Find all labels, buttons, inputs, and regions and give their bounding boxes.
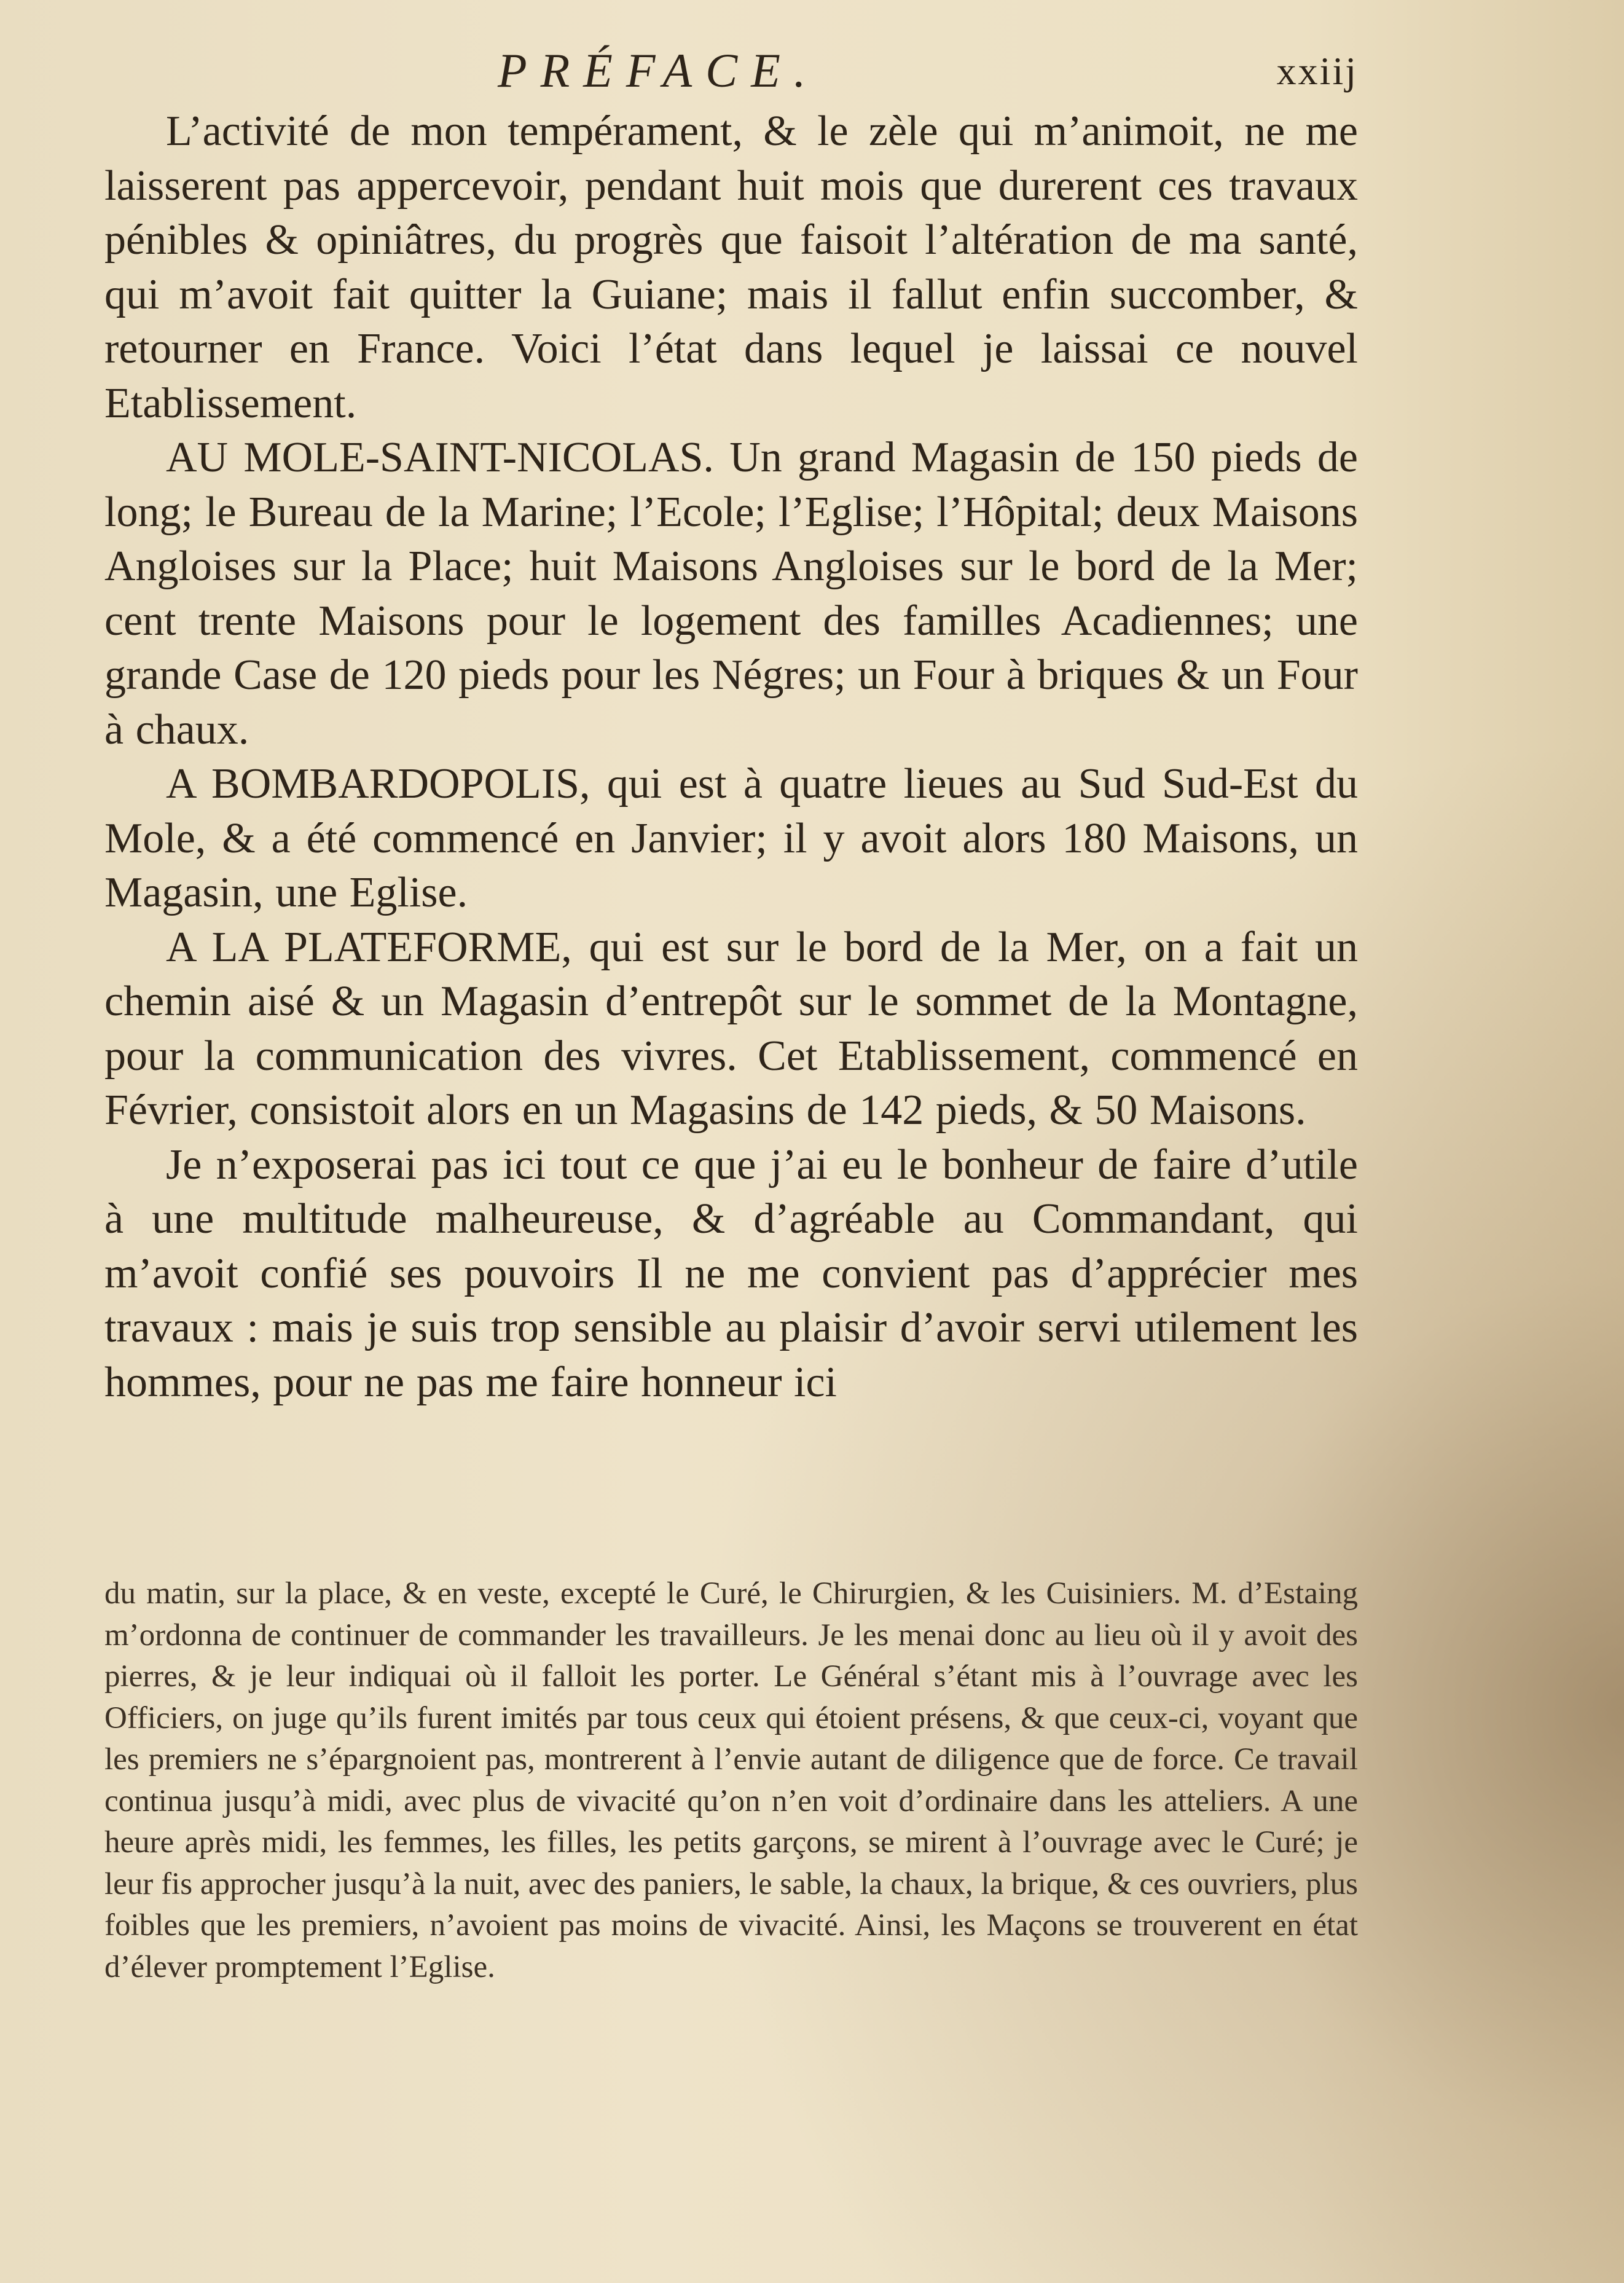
paragraph-mole-saint-nicolas: AU MOLE-SAINT-NICOLAS. Un grand Magasin de 150 pieds de long; le Bureau de la Marine; l’Ecole; l’Eglise; l’Hôpital; deux Maisons Angloises sur la Place; huit Maisons Angloises sur le bord de la Mer; cent trente Maisons pour le logement des familles Acadiennes; une grande Case de 120 pieds pour les Négres; un Four à briques & un Four à chaux. — [104, 434, 1358, 753]
paragraph-departure: L’activité de mon tempérament, & le zèle qui m’animoit, ne me laisserent pas appercevoir, pendant huit mois que durerent ces travaux pénibles & opiniâtres, du progrès que faisoit l’altération de ma santé, qui m’avoit fait quitter la Guiane; mais il fallut enfin succomber, & retourner en France. Voici l’état dans lequel je laissai ce nouvel Etablissement. — [104, 108, 1358, 427]
page-number: xxiij — [1276, 49, 1358, 93]
paragraph-conclusion: Je n’exposerai pas ici tout ce que j’ai eu le bonheur de faire d’utile à une multitude malheureuse, & d’agréable au Commandant, qui m’avoit confié ses pouvoirs Il ne me convient pas d’apprécier mes travaux : mais je suis trop sensible au plaisir d’avoir servi utilement les hommes, pour ne pas me faire honneur ici — [104, 1141, 1358, 1406]
main-text — [104, 104, 1358, 1410]
paragraph-bombardopolis: A BOMBARDOPOLIS, qui est à quatre lieues au Sud Sud-Est du Mole, & a été commencé en Janvier; il y avoit alors 180 Maisons, un Magasin, une Eglise. — [104, 760, 1358, 916]
paragraph-la-plateforme: A LA PLATEFORME, qui est sur le bord de la Mer, on a fait un chemin aisé & un Magasin d’entrepôt sur le sommet de la Montagne, pour la communication des vivres. Cet Etablissement, commencé en Février, consistoit alors en un Magasins de 142 pieds, & 50 Maisons. — [104, 923, 1358, 1134]
running-title: PRÉFACE. — [498, 44, 820, 97]
page-header — [104, 37, 1358, 104]
footnote-text: du matin, sur la place, & en veste, excepté le Curé, le Chirurgien, & les Cuisiniers. M. d’Estaing m’ordonna de continuer de commander les travailleurs. Je les menai donc au lieu où il y avoit des pierres, & je leur indiquai où il falloit les porter. Le Général s’étant mis à l’ouvrage avec les Officiers, on juge qu’ils furent imités par tous ceux qui étoient présens, & que ceux-ci, voyant que les premiers ne s’épargnoient pas, montrerent à l’envie autant de diligence que de force. Ce travail continua jusqu’à midi, avec plus de vivacité qu’on n’en voit d’ordinaire dans les atteliers. A une heure après midi, les femmes, les filles, les petits garçons, se mirent à l’ouvrage avec le Curé; je leur fis approcher jusqu’à la nuit, avec des paniers, le sable, la chaux, la brique, & ces ouvriers, plus foibles que les premiers, n’avoient pas moins de vivacité. Ainsi, les Maçons se trouverent en état d’élever promptement l’Eglise. — [104, 1576, 1358, 1984]
footnote — [104, 1573, 1358, 1988]
